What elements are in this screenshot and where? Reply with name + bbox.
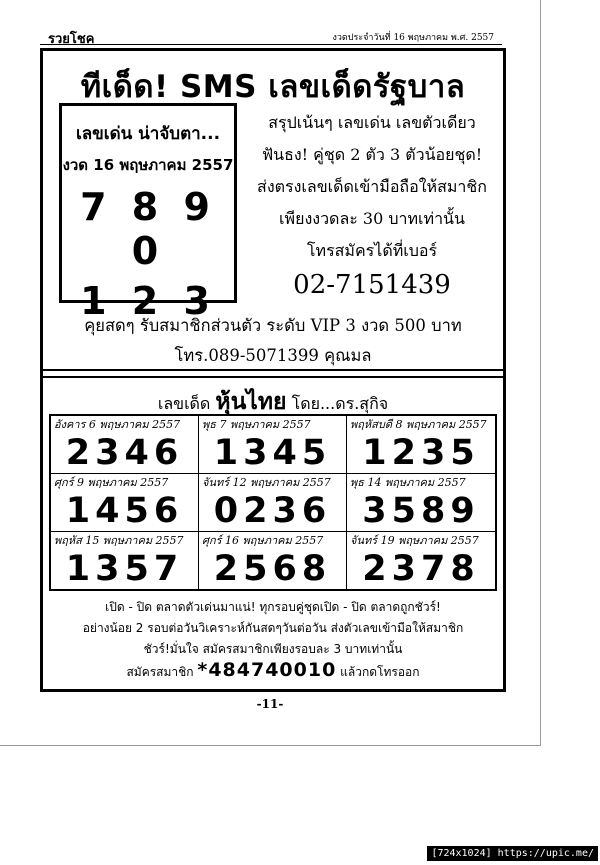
promo-line-5: โทรสมัครได้ที่เบอร์ (306, 241, 438, 260)
stock-cell (51, 532, 199, 589)
stock-cell (199, 532, 347, 589)
subtitle-emphasis: หุ้นไทย (215, 388, 287, 415)
footer-line-3: ชัวร์!มั่นใจ สมัครสมาชิกเพียงรอบละ 3 บาทเท่านั้น (143, 642, 403, 656)
stock-date: อังคาร 6 พฤษภาคม 2557 (54, 418, 181, 431)
footer-line-2: อย่างน้อย 2 รอบต่อวันวิเคราะห์กันสดๆวันต่อวัน ส่งตัวเลขเข้ามือให้สมาชิก (82, 621, 464, 635)
apply-label: สมัครสมาชิก (126, 665, 194, 679)
stock-cell (199, 416, 347, 474)
stock-date: พฤหัส 15 พฤษภาคม 2557 (54, 534, 184, 547)
subtitle-suffix: โดย...ดร.สุกิจ (291, 394, 389, 413)
stock-cell (347, 474, 495, 532)
pick-numbers-2: 1 2 3 (80, 279, 216, 323)
stock-date: พฤหัสบดี 8 พฤษภาคม 2557 (350, 418, 487, 431)
stock-number: 2346 (65, 433, 184, 473)
stock-date: ศุกร์ 16 พฤษภาคม 2557 (202, 534, 324, 547)
pick-heading: เลขเด่น น่าจับตา... (75, 124, 221, 144)
promo-text (249, 107, 495, 303)
apply-suffix: แล้วกดโทรออก (340, 665, 420, 679)
stock-date: ศุกร์ 9 พฤษภาคม 2557 (54, 476, 169, 489)
footer-apply (47, 660, 499, 683)
stock-date: จันทร์ 12 พฤษภาคม 2557 (202, 476, 331, 489)
promo-line-4: เพียงงวดละ 30 บาทเท่านั้น (279, 209, 465, 228)
vip-line-2: โทร.089-5071399 คุณมล (174, 346, 372, 365)
footer-promo (43, 591, 503, 689)
footer-line-1: เปิด - ปิด ตลาดตัวเด่นมาแน่! ทุกรอบคู่ชุดเปิด - ปิด ตลาดถูกชัวร์! (105, 600, 441, 614)
promo-line-1: สรุปเน้นๆ เลขเด่น เลขตัวเดียว (268, 113, 476, 132)
promo-line-2: ฟันธง! คู่ชุด 2 ตัว 3 ตัวน้อยชุด! (261, 145, 483, 164)
content-box (40, 48, 506, 692)
stock-number: 1456 (65, 491, 184, 531)
vip-line-1: คุยสดๆ รับสมาชิกส่วนตัว ระดับ VIP 3 งวด 500 บาท (84, 316, 462, 335)
stock-cell (51, 474, 199, 532)
stock-date: จันทร์ 19 พฤษภาคม 2557 (350, 534, 479, 547)
magazine-name: รวยโชค (48, 32, 95, 47)
stock-number: 2378 (362, 549, 480, 589)
subtitle-prefix: เลขเด็ด (157, 394, 211, 413)
pick-numbers-1: 7 8 9 0 (80, 185, 216, 273)
stock-number: 2568 (213, 549, 332, 589)
stock-date: พุธ 7 พฤษภาคม 2557 (202, 418, 311, 431)
vip-offer (43, 311, 503, 371)
stock-number: 1345 (213, 433, 332, 473)
pick-box (59, 103, 237, 323)
issue-date: งวดประจำวันที่ 16 พฤษภาคม พ.ศ. 2557 (332, 33, 494, 43)
stock-number: 1357 (65, 549, 184, 589)
stock-number-grid (49, 414, 497, 591)
stock-number: 1235 (362, 433, 480, 473)
sms-code: *484740010 (197, 659, 337, 681)
page-title: ทีเด็ด! SMS เลขเด็ดรัฐบาล (80, 69, 466, 105)
promo-line-3: ส่งตรงเลขเด็ดเข้ามือถือให้สมาชิก (257, 177, 487, 196)
stock-cell (51, 416, 199, 474)
stock-subtitle (43, 378, 503, 414)
promo-phone: 02-7151439 (293, 270, 451, 300)
stock-cell (347, 416, 495, 474)
image-host-watermark: [724x1024] https://upic.me/ (427, 846, 598, 861)
header-divider (40, 44, 502, 45)
stock-date: พุธ 14 พฤษภาคม 2557 (350, 476, 466, 489)
sms-section (43, 51, 503, 369)
pick-draw-date: งวด 16 พฤษภาคม 2557 (62, 156, 234, 174)
stock-cell (199, 474, 347, 532)
page-number: -11- (256, 697, 284, 711)
stock-number: 3589 (362, 491, 480, 531)
stock-number: 0236 (213, 491, 332, 531)
stock-cell (347, 532, 495, 589)
